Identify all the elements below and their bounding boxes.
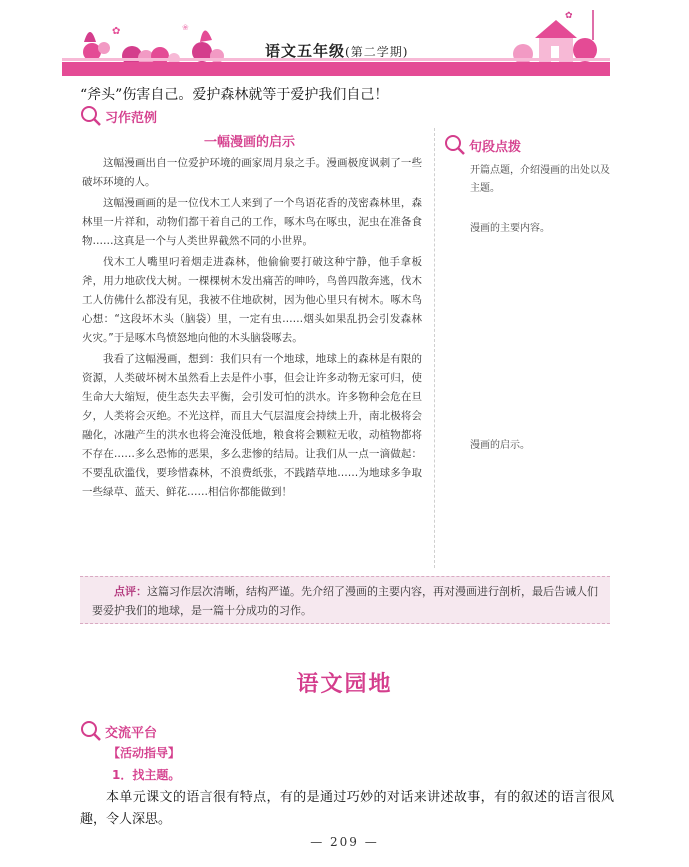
step-find-theme: 1．找主题。 [112,768,181,782]
essay-title: 一幅漫画的启示 [204,135,296,150]
section-heading-example [80,105,157,127]
side-note-content: 漫画的主要内容。 [470,223,550,234]
header-band [62,62,610,76]
svg-text:❀: ❀ [182,23,189,32]
garden-paragraph: 本单元课文的语言很有特点，有的是通过巧妙的对话来讲述故事，有的叙述的语言很风趣，令人深思。 [80,790,614,827]
magnifier-icon [444,134,466,156]
essay-paragraph: 我看了这幅漫画，想到：我们只有一个地球，地球上的森林是有限的资源，人类破坏树木虽然看上去是件小事，但会让许多动物无家可归，使生命大大缩短，使生态失去平衡，会引发可怕的洪水。许多物种会危在旦夕，人类将会灭绝。不光这样，而且大气层温度会持续上升，南北极将会融化，冰融产生的洪水也将会淹没低地，粮食将会颗粒无收，动植物都将不存在……多么恐怖的恶果，多么悲惨的结局。让我们从一点一滴做起：不要乱砍滥伐，要珍惜森林，不浪费纸张，不践踏草地……为地球多争取一些绿草、蓝天、鲜花……相信你都能做到！ [82,353,422,498]
garden-title: 语文园地 [296,671,393,697]
magnifier-icon [80,105,102,127]
page-header [0,0,689,80]
comment-label: 点评： [114,585,147,598]
essay-paragraph: 伐木工人嘴里叼着烟走进森林，他偷偷要打破这种宁静，他手拿板斧，用力地砍伐大树。一棵棵树木发出痛苦的呻吟，鸟兽四散奔逃，伐木工人仿佛什么都没有见，我被不住地砍树，因为他心里只有树木。啄木鸟心想：“这段坏木头（脑袋）里，一定有虫……烟头如果乱扔会引发森林火灾。”于是啄木鸟愤怒地向他的木头脑袋啄去。 [82,256,422,344]
svg-text:✿: ✿ [565,11,573,21]
section-heading-notes [444,134,521,156]
platform-label: 交流平台 [105,725,158,741]
essay-paragraph: 这幅漫画出自一位爱护环境的画家周月泉之手。漫画极度讽刺了一些破坏环境的人。 [82,157,422,188]
activity-guide: 【活动指导】 [108,746,181,760]
book-title: 语文五年级(第二学期) [265,42,409,60]
page-number: — 209 — [310,835,379,849]
svg-text:✿: ✿ [112,26,121,37]
magnifier-icon [80,720,102,742]
column-divider [434,128,435,568]
comment-box [80,576,610,624]
essay-paragraph: 这幅漫画画的是一位伐木工人来到了一个鸟语花香的茂密森林里，森林里一片祥和，动物们都干着自己的工作，啄木鸟在啄虫，泥虫在准备食物……这真是一个与人类世界截然不同的小世界。 [82,197,422,247]
section-label: 习作范例 [105,110,158,126]
comment-text: 这篇习作层次清晰，结构严谨。先介绍了漫画的主要内容，再对漫画进行剖析，最后告诫人们要爱护我们的地球，是一篇十分成功的习作。 [92,585,598,617]
side-note-insight: 漫画的启示。 [470,440,530,451]
notes-label: 句段点拨 [469,139,522,155]
lead-line: “斧头”伤害自己。爱护森林就等于爱护我们自己！ [80,87,389,103]
side-note-intro: 开篇点题，介绍漫画的出处以及主题。 [470,165,610,194]
essay-body [82,154,422,504]
section-heading-platform [80,720,157,742]
